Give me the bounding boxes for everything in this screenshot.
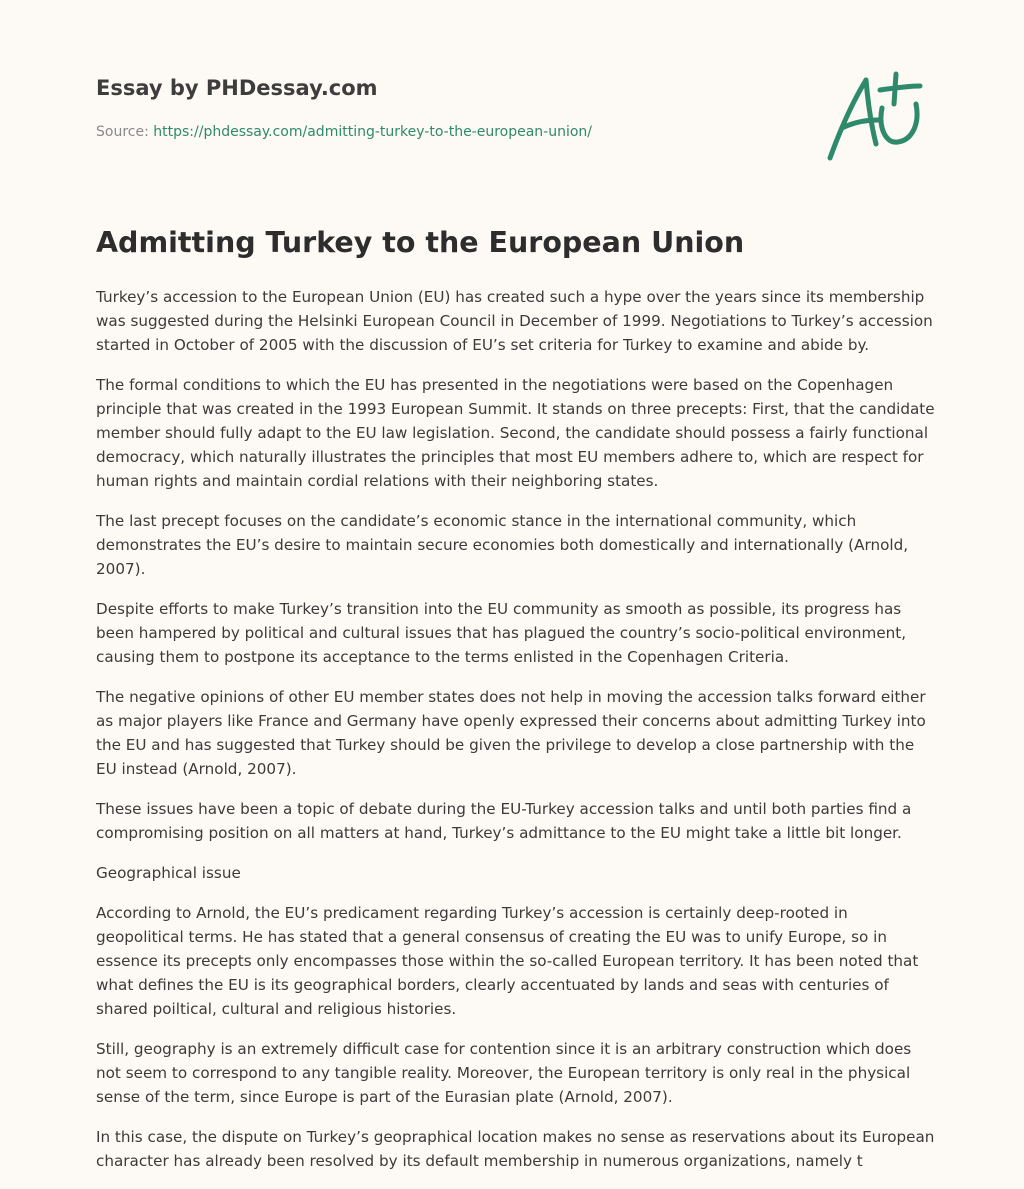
paragraph: In this case, the dispute on Turkey’s geopraphical location makes no sense as reservations about its European character has already been resolved by its default membership in numerous organizations, namely t — [96, 1128, 935, 1170]
source-label: Source: — [96, 124, 154, 140]
source-link[interactable]: https://phdessay.com/admitting-turkey-to-the-european-union/ — [153, 124, 593, 140]
section-heading: Geographical issue — [96, 864, 241, 882]
paragraph: These issues have been a topic of debate during the EU-Turkey accession talks and until both parties find a compromising position on all matters at hand, Turkey’s admittance to the EU might take a little bit longer. — [96, 800, 912, 842]
paragraph: The formal conditions to which the EU has presented in the negotiations were based on the Copenhagen principle that was created in the 1993 European Summit. It stands on three precepts: First, that the candidate member should fully adapt to the EU law legislation. Second, the candidate should possess a fairly functional democracy, which naturally illustrates the principles that most EU members adhere to, which are respect for human rights and maintain cordial relations with their neighboring states. — [96, 376, 935, 490]
paragraph: The negative opinions of other EU member states does not help in moving the accession talks forward either as major players like France and Germany have openly expressed their concerns about admitting Turkey into the EU and has suggested that Turkey should be given the privilege to develop a close partnership with the EU instead (Arnold, 2007). — [96, 688, 926, 778]
source-line — [96, 124, 592, 140]
article-title: Admitting Turkey to the European Union — [96, 226, 745, 259]
paragraph: Turkey’s accession to the European Union (EU) has created such a hype over the years since its membership was suggested during the Helsinki European Council in December of 1999. Negotiations to Turkey’s accession started in October of 2005 with the discussion of EU’s set criteria for Turkey to examine and abide by. — [96, 288, 933, 354]
paragraph: The last precept focuses on the candidate’s economic stance in the international community, which demonstrates the EU’s desire to maintain secure economies both domestically and internationally (Arnold, 2007). — [96, 512, 909, 578]
a-plus-logo-icon — [824, 70, 924, 162]
paragraph: According to Arnold, the EU’s predicament regarding Turkey’s accession is certainly deep-rooted in geopolitical terms. He has stated that a general consensus of creating the EU was to unify Europe, so in essence its precepts only encompasses those within the so-called European territory. It has been noted that what defines the EU is its geographical borders, clearly accentuated by lands and seas with centuries of shared poiltical, cultural and religious histories. — [96, 904, 919, 1018]
paragraph: Still, geography is an extremely difficult case for contention since it is an arbitrary construction which does not seem to correspond to any tangible reality. Moreover, the European territory is only real in the physical sense of the term, since Europe is part of the Eurasian plate (Arnold, 2007). — [96, 1040, 912, 1106]
paragraph: Despite efforts to make Turkey’s transition into the EU community as smooth as possible, its progress has been hampered by political and cultural issues that has plagued the country’s socio-political environment, causing them to postpone its acceptance to the terms enlisted in the Copenhagen Criteria. — [96, 600, 907, 666]
site-brand: Essay by PHDessay.com — [96, 76, 378, 100]
article-body — [96, 285, 936, 1189]
